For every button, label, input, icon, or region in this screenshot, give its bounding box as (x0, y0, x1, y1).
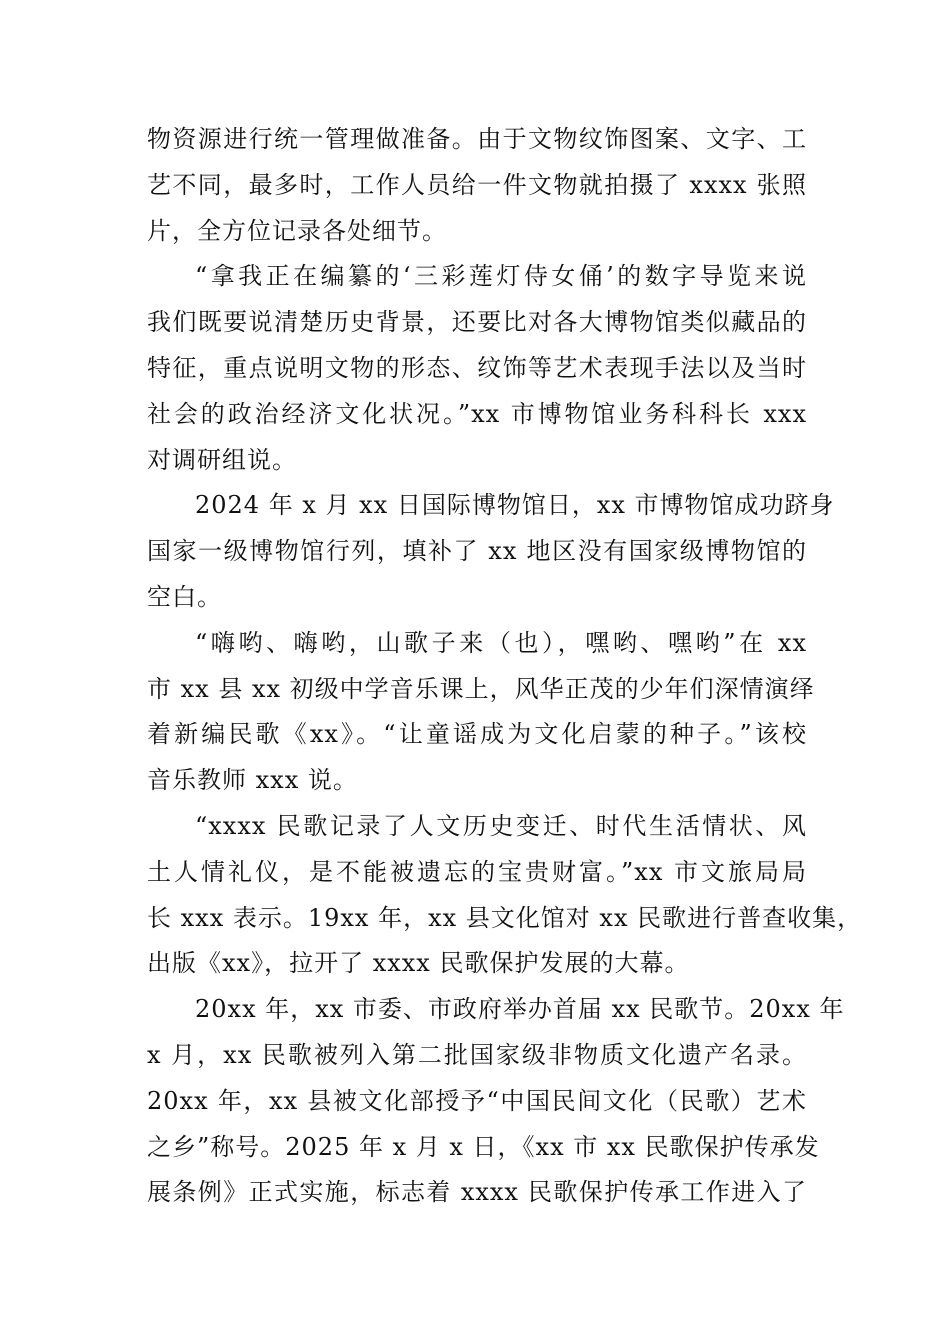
text-line: 音乐教师 xxx 说。 (147, 766, 358, 795)
text-line: 市 xx 县 xx 初级中学音乐课上，风华正茂的少年们深情演绎 (147, 674, 815, 703)
text-line: 出版《xx》，拉开了 xxxx 民歌保护发展的大幕。 (147, 949, 690, 978)
text-line: 20xx 年，xx 县被文化部授予“中国民间文化（民歌）艺术 (147, 1086, 807, 1115)
text-line: 艺不同，最多时，工作人员给一件文物就拍摄了 xxxx 张照 (147, 170, 807, 199)
text-line: 着新编民歌《xx》。“让童谣成为文化启蒙的种子。”该校 (147, 720, 807, 749)
paragraph-4 (147, 621, 815, 804)
text-line: 2024 年 x 月 xx 日国际博物馆日，xx 市博物馆成功跻身 (195, 491, 835, 520)
text-line: x 月，xx 民歌被列入第二批国家级非物质文化遗产名录。 (147, 1040, 807, 1069)
text-line: 展条例》正式实施，标志着 xxxx 民歌保护传承工作进入了 (147, 1178, 807, 1207)
text-line: “拿我正在编纂的‘三彩莲灯侍女俑’的数字导览来说 (195, 262, 807, 291)
text-line: 长 xxx 表示。19xx 年，xx 县文化馆对 xx 民歌进行普查收集， (147, 903, 863, 932)
text-line: 国家一级博物馆行列，填补了 xx 地区没有国家级博物馆的 (147, 537, 807, 566)
text-line: “xxxx 民歌记录了人文历史变迁、时代生活情状、风 (195, 811, 807, 840)
text-line: 对调研组说。 (147, 445, 297, 474)
paragraph-3 (147, 483, 835, 620)
text-line: 空白。 (147, 582, 222, 611)
text-line: 社会的政治经济文化状况。”xx 市博物馆业务科科长 xxx (147, 399, 807, 428)
paragraph-6 (147, 987, 845, 1216)
paragraph-5 (147, 804, 863, 987)
paragraph-1 (147, 117, 807, 254)
text-line: 我们既要说清楚历史背景，还要比对各大博物馆类似藏品的 (147, 308, 807, 337)
text-line: 之乡”称号。2025 年 x 月 x 日，《xx 市 xx 民歌保护传承发 (147, 1132, 820, 1161)
text-line: “嗨哟、嗨哟，山歌子来（也），嘿哟、嘿哟”在 xx (195, 628, 807, 657)
text-line: 20xx 年，xx 市委、市政府举办首届 xx 民歌节。20xx 年 (195, 995, 845, 1024)
text-line: 土人情礼仪，是不能被遗忘的宝贵财富。”xx 市文旅局局 (147, 857, 807, 886)
text-line: 物资源进行统一管理做准备。由于文物纹饰图案、文字、工 (147, 125, 807, 153)
text-line: 特征，重点说明文物的形态、纹饰等艺术表现手法以及当时 (147, 353, 807, 382)
paragraph-2 (147, 254, 807, 483)
text-line: 片，全方位记录各处细节。 (147, 216, 447, 245)
document-page (147, 117, 863, 1216)
